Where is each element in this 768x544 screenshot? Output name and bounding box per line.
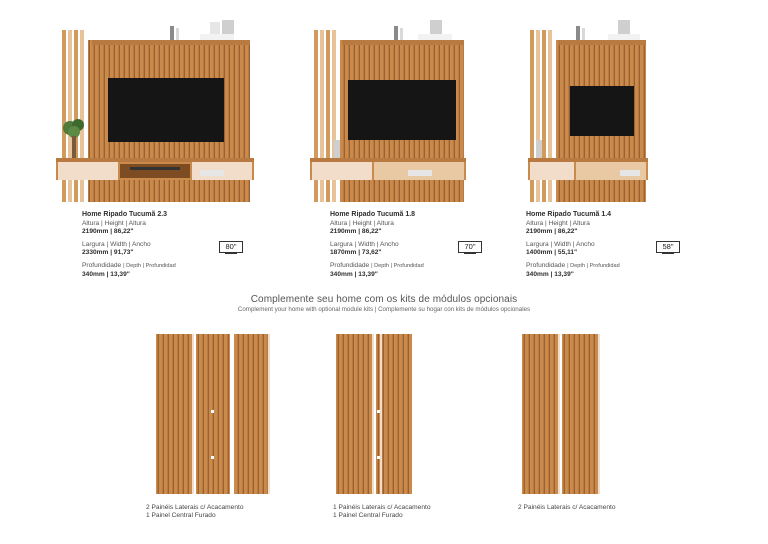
tv-size-label: 70" [458, 241, 482, 253]
depth-value: 340mm | 13,39" [526, 270, 574, 278]
width-label: Largura | Width | Ancho [526, 240, 595, 248]
specs-1-4 [526, 211, 666, 279]
height-label: Altura | Height | Altura [330, 219, 394, 227]
height-value: 2190mm | 86,22" [330, 228, 382, 236]
kit-image-2 [334, 330, 416, 496]
tv-size-icon [458, 241, 482, 255]
product-title: Home Ripado Tucumã 1.8 [330, 211, 416, 218]
kit-caption-line1: 1 Painéis Laterais c/ Acacamento [333, 504, 431, 511]
depth-label: Profundidade [82, 261, 122, 269]
product-home-1-4 [520, 0, 720, 290]
height-value: 2190mm | 86,22" [526, 228, 578, 236]
depth-label-rest: | Depth | Profundidad [371, 262, 424, 269]
kit-caption-3 [518, 504, 616, 512]
depth-value: 340mm | 13,39" [82, 270, 130, 278]
width-value: 1400mm | 55,11" [526, 249, 578, 257]
product-title: Home Ripado Tucumã 1.4 [526, 211, 612, 218]
product-image-2-3 [0, 0, 260, 210]
width-value: 2330mm | 91,73" [82, 249, 134, 257]
product-home-1-8 [300, 0, 500, 290]
kit-caption-line2: 1 Painel Central Furado [333, 511, 403, 519]
specs-2-3 [82, 211, 222, 279]
kits-heading: Complemente seu home com os kits de módulos opcionais [250, 294, 518, 305]
tv-size-label: 80" [219, 241, 243, 253]
kit-caption-line1: 2 Painéis Laterais c/ Acacamento [146, 504, 244, 511]
kits-subheading: Complement your home with optional module kits | Complemente su hogar con kits de módulos opcionales [237, 306, 531, 313]
kit-caption-line2: 1 Painel Central Furado [146, 511, 216, 519]
height-label: Altura | Height | Altura [526, 219, 590, 227]
tv-size-label: 58" [656, 241, 680, 253]
height-value: 2190mm | 86,22" [82, 228, 134, 236]
product-home-2-3 [0, 0, 260, 290]
depth-value: 340mm | 13,39" [330, 270, 378, 278]
width-label: Largura | Width | Ancho [82, 240, 151, 248]
product-title: Home Ripado Tucumã 2.3 [82, 211, 168, 218]
product-image-1-4 [520, 0, 720, 210]
depth-label: Profundidade [330, 261, 370, 269]
kit-image-3 [520, 330, 602, 496]
tv-size-icon [219, 241, 243, 255]
specs-1-8 [330, 211, 470, 279]
kit-caption-1 [146, 504, 244, 519]
tv-size-icon [656, 241, 680, 255]
width-value: 1870mm | 73,62" [330, 249, 382, 257]
kit-caption-2 [333, 504, 431, 519]
height-label: Altura | Height | Altura [82, 219, 146, 227]
width-label: Largura | Width | Ancho [330, 240, 399, 248]
kit-caption-line1: 2 Painéis Laterais c/ Acacamento [518, 504, 616, 511]
kit-image-1 [154, 330, 272, 496]
product-image-1-8 [300, 0, 500, 210]
depth-label-rest: | Depth | Profundidad [567, 262, 620, 269]
depth-label-rest: | Depth | Profundidad [123, 262, 176, 269]
depth-label: Profundidade [526, 261, 566, 269]
